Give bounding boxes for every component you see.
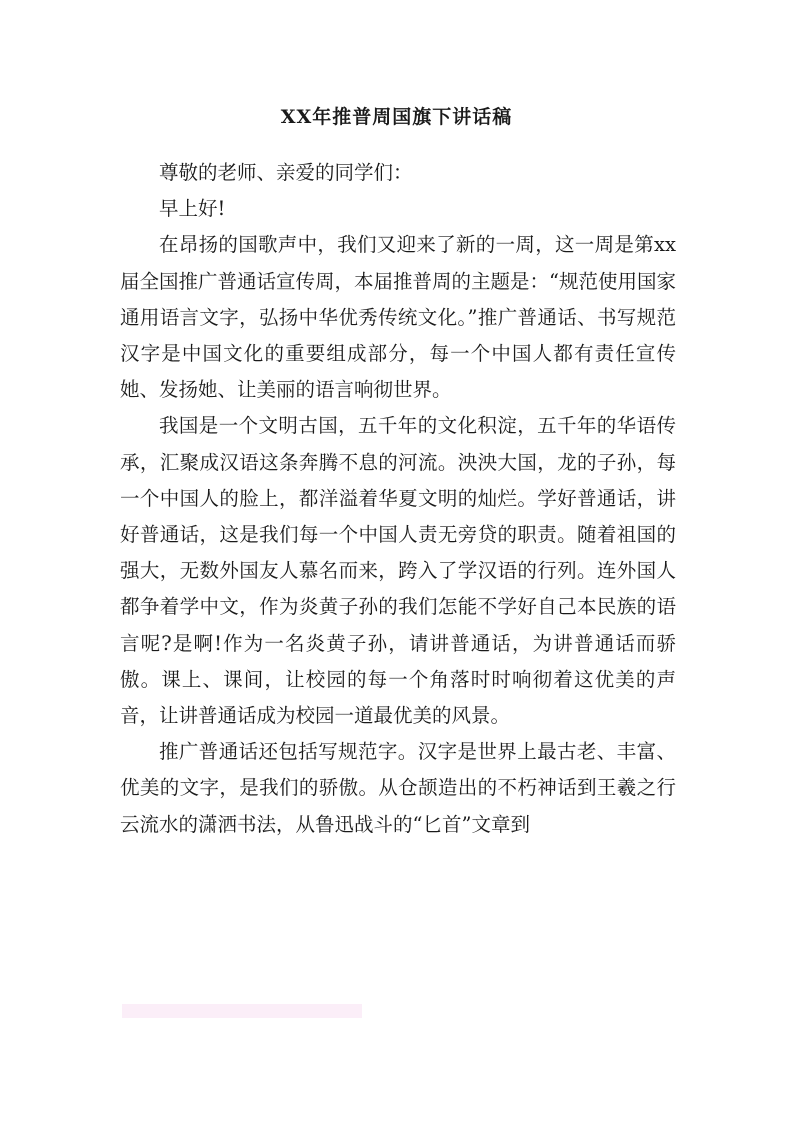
faint-watermark-strip — [122, 1004, 362, 1018]
body-paragraph-3: 推广普通话还包括写规范字。汉字是世界上最古老、丰富、优美的文字，是我们的骄傲。从仓颉造出的不朽神话到王羲之行云流水的潇洒书法，从鲁迅战斗的“匕首”文章到 — [120, 740, 676, 836]
document-body — [120, 155, 676, 843]
document-title: XX年推普周国旗下讲话稿 — [280, 106, 513, 128]
salutation-paragraph: 尊敬的老师、亲爱的同学们： — [159, 161, 413, 184]
greeting-paragraph: 早上好! — [159, 197, 226, 221]
body-paragraph-2: 我国是一个文明古国，五千年的文化积淀，五千年的华语传承，汇聚成汉语这条奔腾不息的河流。泱泱大国，龙的子孙，每一个中国人的脸上，都洋溢着华夏文明的灿烂。学好普通话，讲好普通话，这是我们每一个中国人责无旁贷的职责。随着祖国的强大，无数外国友人慕名而来，跨入了学汉语的行列。连外国人都争着学中文，作为炎黄子孙的我们怎能不学好自己本民族的语言呢?是啊!作为一名炎黄子孙，请讲普通话，为讲普通话而骄傲。课上、课间，让校园的每一个角落时时响彻着这优美的声音，让讲普通话成为校园一道最优美的风景。 — [120, 414, 676, 728]
body-paragraph-1: 在昂扬的国歌声中，我们又迎来了新的一周，这一周是第xx届全国推广普通话宣传周，本届推普周的主题是：“规范使用国家通用语言文字，弘扬中华优秀传统文化。”推广普通话、书写规范汉字是中国文化的重要组成部分，每一个中国人都有责任宣传她、发扬她、让美丽的语言响彻世界。 — [120, 233, 676, 402]
